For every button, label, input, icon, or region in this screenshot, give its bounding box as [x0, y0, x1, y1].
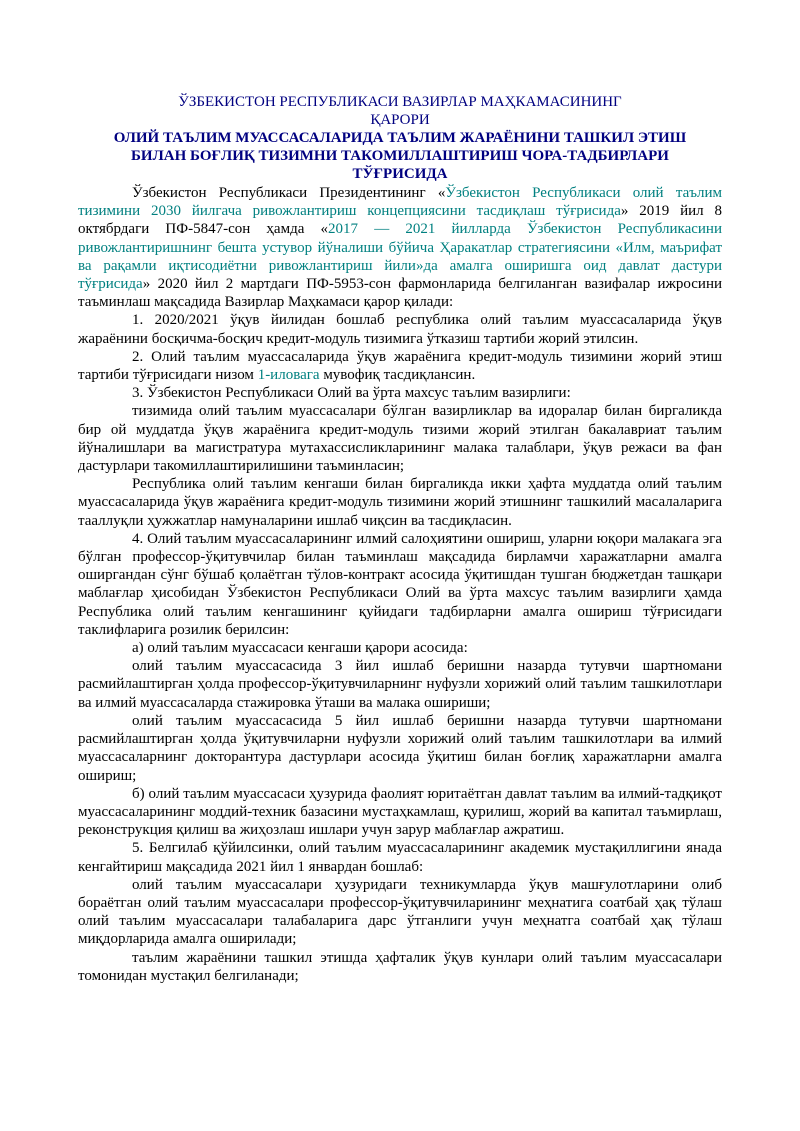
document-title: ОЛИЙ ТАЪЛИМ МУАССАСАЛАРИДА ТАЪЛИМ ЖАРАЁНИНИ ТАШКИЛ ЭТИШ БИЛАН БОҒЛИҚ ТИЗИМНИ ТАКОМИЛЛАШТИРИШ ЧОРА-ТАДБИРЛАРИ ТЎҒРИСИДА [113, 130, 687, 182]
issuer-heading: ЎЗБЕКИСТОН РЕСПУБЛИКАСИ ВАЗИРЛАР МАҲКАМАСИНИНГ [178, 94, 622, 110]
document-type-heading: ҚАРОРИ [370, 112, 430, 128]
clause-3-item-1: тизимида олий таълим муассасалари бўлган вазирликлар ва идоралар билан биргаликда бир ой муддатда ўқув жараёнига кредит-модуль тизими жорий этилган бакалавриат таълим йўналишлари ва магистратура мутахассисликларининг малака талаблари, ўқув режаси ва фан дастурлари такомиллаштирилишини таъминласин; [78, 403, 722, 475]
clause-4-a-item-2: олий таълим муассасасида 5 йил ишлаб беришни назарда тутувчи шартномани расмийлаштирган ҳолда ўқитувчиларни нуфузли хорижий олий таълим ташкилотлари ва илмий муассасаларнинг докторантура дастурлари асосида ўқитиш билан боғлиқ харажатларни амалга ошириш; [78, 712, 722, 784]
preamble-text-3: » 2020 йил 2 мартдаги ПФ-5953-сон фармонларида белгиланган вазифалар ижросини таъминлаш мақсадида Вазирлар Маҳкамаси қарор қилади: [78, 276, 722, 311]
clause-3-item-2: Республика олий таълим кенгаши билан биргаликда икки ҳафта муддатда олий таълим муассасаларида ўқув жараёнига кредит-модуль тизимини жорий этишнинг ташкилий масалаларига тааллуқли ҳужжатлар намуналарини ишлаб чиқсин ва тасдиқласин. [78, 476, 722, 529]
clause-3: 3. Ўзбекистон Республикаси Олий ва ўрта махсус таълим вазирлиги: [132, 385, 571, 402]
clause-5-item-2: таълим жараёнини ташкил этишда ҳафталик ўқув кунлари олий таълим муассасалари томонидан мустақил белгиланади; [78, 949, 722, 984]
clause-4-a-item-1: олий таълим муассасасида 3 йил ишлаб беришни назарда тутувчи шартномани расмийлаштирган ҳолда профессор-ўқитувчиларнинг нуфузли хорижий олий таълим ташкилотлари ва илмий муассасаларда стажировка ўташи ва малака ошириши; [78, 658, 722, 711]
preamble-text-1: Ўзбекистон Республикаси Президентининг « [132, 185, 446, 201]
clause-4-b: б) олий таълим муассасаси ҳузурида фаолият юритаётган давлат таълим ва илмий-тадқиқот муассасаларининг моддий-техник базасини мустаҳкамлаш, қурилиш, жорий ва капитал таъмирлаш, реконструкция қилиш ва жиҳозлаш ишлари учун зарур маблағлар ажратиш. [78, 785, 722, 839]
preamble-text-2: » 2019 йил 8 октябрдаги ПФ-5847-сон ҳамда « [78, 203, 722, 238]
clause-2 [78, 348, 722, 384]
clause-1: 1. 2020/2021 ўқув йилидан бошлаб республика олий таълим муассасаларида ўқув жараёнини босқичма-босқич кредит-модуль тизимига ўтказиш тартиби жорий этилсин. [78, 312, 722, 347]
clause-5-item-1: олий таълим муассасалари ҳузуридаги техникумларда ўқув машғулотларини олиб бораётган олий таълим муассасалари профессор-ўқитувчиларининг меҳнатига соатбай ҳақ тўлаш олий таълим муассасалари талабаларига дарс ўтганлиги учун меҳнатга соатбай ҳақ тўлаш миқдорларида амалга оширилади; [78, 876, 722, 948]
clause-4: 4. Олий таълим муассасаларининг илмий салоҳиятини ошириш, уларни юқори малакага эга бўлган профессор-ўқитувчилар билан таъминлаш мақсадида бирламчи харажатларни амалга оширгандан сўнг бўшаб қолаётган тўлов-контракт асосида ўқитишдан тушган бюджетдан ташқари маблағлар ҳисобидан Ўзбекистон Республикаси Олий ва ўрта махсус таълим вазирлиги ҳамда Республика олий таълим кенгашининг қуйидаги тадбирларни амалга ошириш тўғрисидаги таклифларига розилик берилсин: [78, 530, 722, 638]
clause-4-a: а) олий таълим муассасаси кенгаши қарори асосида: [132, 640, 468, 657]
annex-1-link[interactable]: 1-иловага [257, 367, 320, 384]
clause-2-text-1: 2. Олий таълим муассасаларида ўқув жараёнига кредит-модуль тизимини жорий этиш тартиби тўғрисидаги низом [78, 348, 722, 384]
decree-link-pf5953[interactable]: 2017 — 2021 йилларда Ўзбекистон Республикасини ривожлантиришнинг бешта устувор йўналиши бўйича Ҳаракатлар стратегиясини «Илм, маърифат ва рақамли иқтисодиётни ривожлантириш йили»да амалга оширишга оид давлат дастури тўғрисида [78, 221, 722, 293]
decree-link-pf5847[interactable]: Ўзбекистон Республикаси олий таълим тизимини 2030 йилгача ривожлантириш концепциясини тасдиқлаш тўғрисида [78, 185, 722, 220]
document-page [78, 93, 722, 985]
preamble-paragraph [78, 184, 722, 311]
clause-5: 5. Белгилаб қўйилсинки, олий таълим муассасаларининг академик мустақиллигини янада кенгайтириш мақсадида 2021 йил 1 январдан бошлаб: [78, 840, 722, 875]
clause-2-text-2: мувофиқ тасдиқлансин. [319, 367, 476, 384]
